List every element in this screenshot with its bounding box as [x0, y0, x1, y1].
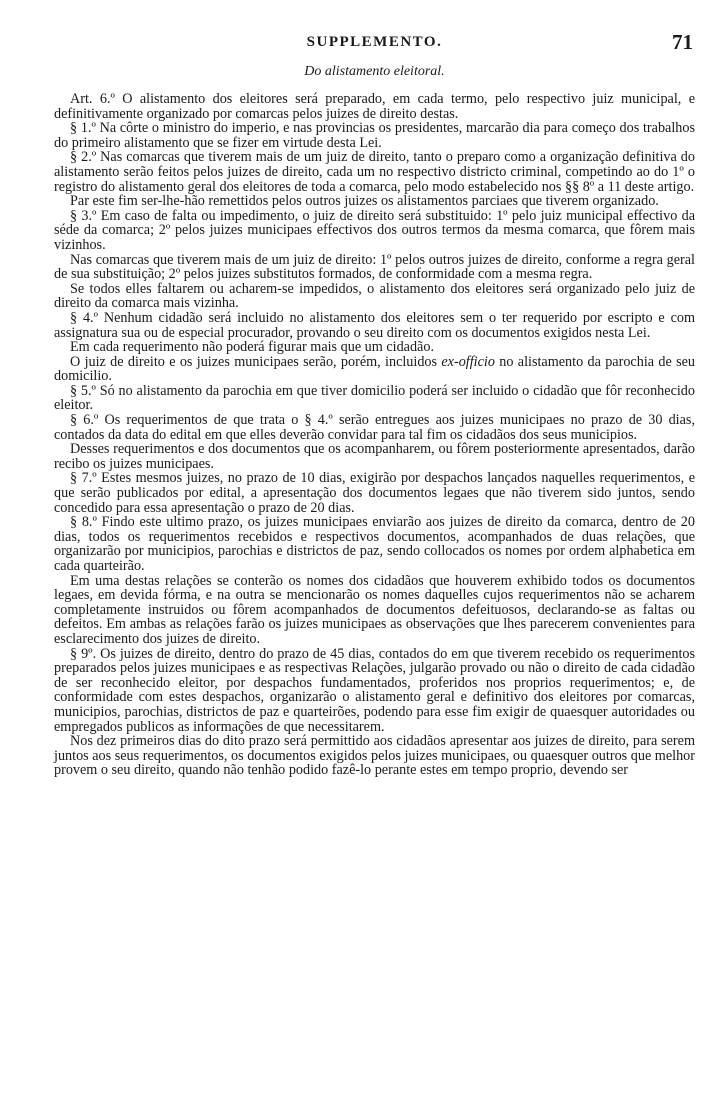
paragraph-s9-cont: Nos dez primeiros dias do dito prazo será permittido aos cidadãos apresentar aos juizes de direito, para serem juntos aos seus requerimentos, os documentos exigidos pelos juizes municipaes, ou quaesquer outros que melhor provem o seu direito, quando não tenhão podido fazê-lo perante estes em tempo proprio, devendo ser: [54, 733, 695, 779]
paragraph-s4-cont: Em cada requerimento não poderá figurar mais que um cidadão.: [70, 339, 434, 356]
latin-phrase: ex-officio: [441, 353, 495, 370]
paragraph-s9: § 9º. Os juizes de direito, dentro do prazo de 45 dias, contados do em que tiverem recebido os requerimentos preparados pelos juizes municipaes e as respectivas Relações, julgarão provado ou não o direito de cada cidadão de ser reconhecido eleitor, por despachos fundamentados, proferidos nos proprios requerimentos; e, de conformidade com estes despachos, organizarão o alistamento geral e definitivo dos eleitores por comarcas, municipios, parochias, districtos de paz e quarteirões, podendo para esse fim exigir de quaesquer autoridades ou empregados publicos as informações de que necessitarem.: [54, 645, 695, 735]
paragraph-art-6: Art. 6.º O alistamento dos eleitores será preparado, em cada termo, pelo respectivo juiz municipal, e definitivamente organizado por comarcas pelos juizes de direito destas.: [54, 91, 695, 122]
paragraph-s4-cont-2: O juiz de direito e os juizes municipaes serão, porém, incluidos ex-officio no alistamento da parochia de seu domicilio.: [54, 353, 695, 385]
paragraph-s6-cont: Desses requerimentos e dos documentos que os acompanharem, ou fôrem posteriormente apresentados, darão recibo os juizes municipaes.: [54, 441, 695, 472]
section-title: Do alistamento eleitoral.: [304, 64, 445, 79]
paragraph-s7: § 7.º Estes mesmos juizes, no prazo de 10 dias, exigirão por despachos lançados naquelles requerimentos, e que serão publicados por edital, a apresentação dos documentos legaes que não tiverem sido juntos, sendo concedido para essa apresentação o prazo de 20 dias.: [54, 470, 695, 516]
paragraph-s8: § 8.º Findo este ultimo prazo, os juizes municipaes enviarão aos juizes de direito da comarca, dentro de 20 dias, todos os requerimentos recebidos e respectivos documentos, acompanhados de duas relações, que organizarão por municipios, parochias e districtos de paz, sendo collocados os nomes por ordem alphabetica em cada quarteirão.: [54, 514, 695, 574]
running-head: [54, 30, 695, 56]
paragraph-s1: § 1.º Na côrte o ministro do imperio, e nas provincias os presidentes, marcarão dia para começo dos trabalhos do primeiro alistamento que se fizer em virtude desta Lei.: [54, 120, 695, 151]
paragraph-s8-cont: Em uma destas relações se conterão os nomes dos cidadãos que houverem exhibido todos os documentos legaes, em devida fórma, e na outra se mencionarão os nomes daquelles cujos requerimentos não se acharem completamente instruidos ou fôrem acompanhados de documentos defeituosos, declarando-se as faltas ou defeitos. Em ambas as relações farão os juizes municipaes as observações que lhes parecerem convenientes para esclarecimento dos juizes de direito.: [54, 572, 695, 647]
paragraph-s2: § 2.º Nas comarcas que tiverem mais de um juiz de direito, tanto o preparo como a organização definitiva do alistamento serão feitos pelos juizes de direito, cada um no respectivo districto criminal, competindo ao do 1º o registro do alistamento geral dos eleitores de toda a comarca, pelo modo estabelecido nos §§ 8º a 11 deste artigo.: [54, 149, 695, 195]
paragraph-s3-cont-2: Se todos elles faltarem ou acharem-se impedidos, o alistamento dos eleitores será organizado pelo juiz de direito da comarca mais vizinha.: [54, 280, 695, 312]
page-number: 71: [672, 30, 693, 54]
paragraph-s5: § 5.º Só no alistamento da parochia em que tiver domicilio poderá ser incluido o cidadão que fôr reconhecido eleitor.: [54, 382, 695, 414]
body-text: [54, 92, 695, 778]
paragraph-s4: § 4.º Nenhum cidadão será incluido no alistamento dos eleitores sem o ter requerido por escripto e com assignatura sua ou de especial procurador, provando o seu direito com os documentos exigidos nesta Lei.: [54, 309, 695, 341]
running-title: SUPPLEMENTO.: [306, 34, 443, 50]
paragraph-s3: § 3.º Em caso de falta ou impedimento, o juiz de direito será substituido: 1º pelo juiz municipal effectivo da séde da comarca; 2º pelos juizes municipaes effectivos dos outros termos da mesma comarca, que fôrem mais vizinhos.: [54, 207, 695, 253]
paragraph-s2-cont: Par este fim ser-lhe-hão remettidos pelos outros juizes os alistamentos parciaes que tiverem organizado.: [70, 193, 659, 210]
paragraph-s6: § 6.º Os requerimentos de que trata o § 4.º serão entregues aos juizes municipaes no prazo de 30 dias, contados da data do edital em que elles deverão convidar para tal fim os cidadãos dos seus municipios.: [54, 412, 695, 443]
paragraph-s3-cont: Nas comarcas que tiverem mais de um juiz de direito: 1º pelos outros juizes de direito, conforme a regra geral de sua substituição; 2º pelos juizes substitutos formados, de conformidade com a mesma regra.: [54, 251, 695, 283]
